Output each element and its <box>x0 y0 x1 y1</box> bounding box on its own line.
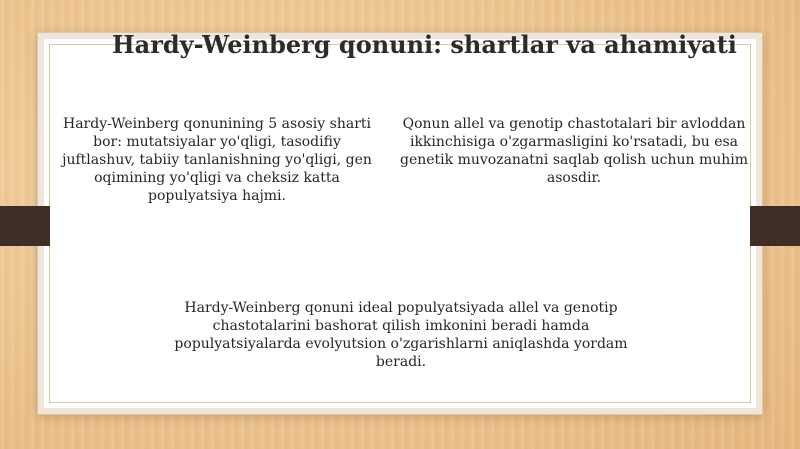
right-text-block: Qonun allel va genotip chastotalari bir avloddan ikkinchisiga o'zgarmasligini ko'rsatadi, bu esa genetik muvozanatni saqlab qolish uchun muhim asosdir. <box>399 116 749 186</box>
right-side-tab <box>750 206 800 246</box>
left-side-tab <box>0 206 50 246</box>
left-text-block: Hardy-Weinberg qonunining 5 asosiy sharti bor: mutatsiyalar yo'qligi, tasodifiy juftlashuv, tabiiy tanlanishning yo'qligi, gen oqimining yo'qligi va cheksiz katta populyatsiya hajmi. <box>62 116 372 204</box>
bottom-text-block: Hardy-Weinberg qonuni ideal populyatsiyada allel va genotip chastotalarini bashorat qilish imkonini beradi hamda populyatsiyalarda evolyutsion o'zgarishlarni aniqlashda yordam beradi. <box>174 300 628 370</box>
slide-title: Hardy-Weinberg qonuni: shartlar va ahamiyati <box>112 30 737 59</box>
